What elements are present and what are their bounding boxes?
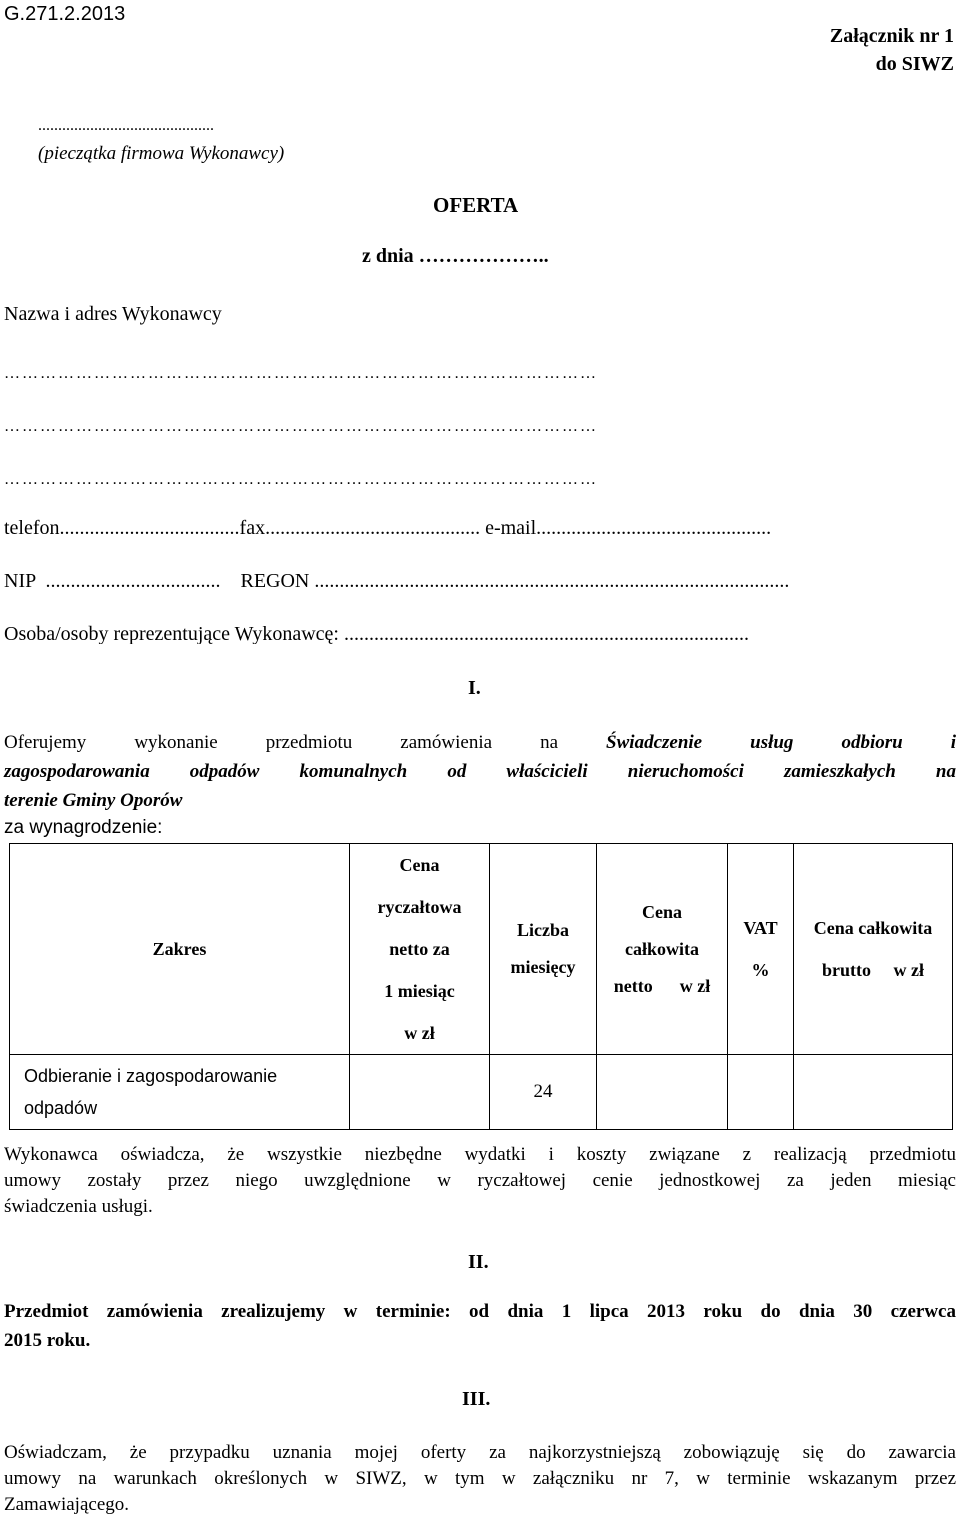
contractor-address-line-2: ……………………………………………………………………………………… (4, 419, 598, 435)
row-gross-total-cell[interactable] (794, 1055, 953, 1130)
stamp-placeholder-dots: ............................................ (38, 117, 214, 134)
term-line-1: Przedmiot zamówienia zrealizujemy w terminie: od dnia 1 lipca 2013 roku do dnia 30 czerwca (4, 1301, 956, 1322)
price-table-header-row (10, 844, 953, 1055)
column-header-lump-sum-price (350, 844, 490, 1055)
contractor-name-label: Nazwa i adres Wykonawcy (4, 303, 222, 325)
annex-label-line1: Załącznik nr 1 (829, 25, 954, 47)
column-header-months (490, 844, 597, 1055)
row-net-total-cell[interactable] (597, 1055, 728, 1130)
offer-line-4: za wynagrodzenie: (4, 817, 163, 838)
statement-line-2: umowy na warunkach określonych w SIWZ, w tym w załączniku nr 7, w terminie wskazanym przez (4, 1468, 956, 1489)
lump-sum-header-line-3: netto za (389, 939, 450, 959)
vat-header-line-2: % (751, 960, 770, 980)
months-header-line-2: miesięcy (510, 957, 576, 977)
price-table-row (10, 1055, 953, 1130)
column-header-zakres: Zakres (10, 844, 350, 1055)
nip-regon-line: NIP ................................... REGON ............................................................................................... (4, 571, 790, 591)
price-table (9, 843, 953, 1130)
declaration-line-1: Wykonawca oświadcza, że wszystkie niezbędne wydatki i koszty związane z realizacją przedmiotu (4, 1144, 956, 1165)
document-reference: G.271.2.2013 (4, 3, 126, 25)
lump-sum-header-line-1: Cena (399, 855, 440, 875)
row-zakres-line-2: odpadów (24, 1098, 98, 1118)
net-total-header-line-3: netto w zł (613, 975, 711, 996)
offer-line-2: zagospodarowania odpadów komunalnych od właścicieli nieruchomości zamieszkałych na (4, 761, 956, 782)
annex-label-line2: do SIWZ (875, 53, 954, 75)
offer-line-3: terenie Gminy Oporów (4, 790, 183, 811)
months-header-line-1: Liczba (517, 920, 569, 940)
document-title: OFERTA (433, 193, 519, 217)
declaration-line-3: świadczenia usługi. (4, 1196, 153, 1217)
gross-total-header-line-2: brutto w zł (822, 960, 924, 980)
row-months-cell: 24 (490, 1055, 597, 1130)
stamp-label: (pieczątka firmowa Wykonawcy) (38, 143, 285, 164)
net-total-header-line-1: Cena (642, 901, 682, 922)
term-line-2: 2015 roku. (4, 1330, 91, 1351)
row-vat-cell[interactable] (728, 1055, 794, 1130)
section-3-number: III. (462, 1388, 491, 1410)
gross-total-header-line-1: Cena całkowita (813, 918, 933, 938)
row-lump-sum-price-cell[interactable] (350, 1055, 490, 1130)
column-header-vat (728, 844, 794, 1055)
offer-line-1-text: Oferujemy wykonanie przedmiotu zamówienia na (4, 732, 559, 753)
offer-date-line: z dnia ……………….. (362, 245, 549, 267)
row-zakres-cell (10, 1055, 350, 1130)
contact-line: telefon....................................fax........................................... e-mail............................................... (4, 518, 772, 538)
lump-sum-header-line-4: 1 miesiąc (384, 981, 455, 1001)
column-header-net-total (597, 844, 728, 1055)
statement-line-3: Zamawiającego. (4, 1494, 130, 1515)
contractor-address-line-1: ……………………………………………………………………………………… (4, 366, 598, 382)
section-1-number: I. (468, 677, 481, 699)
net-total-header-line-2: całkowita (625, 938, 699, 959)
vat-header-line-1: VAT (743, 918, 778, 938)
declaration-line-2: umowy zostały przez niego uwzględnione w ryczałtowej cenie jednostkowej za jeden miesiąc (4, 1170, 956, 1191)
offer-line-1-subject: Świadczenie usług odbioru i (606, 732, 956, 753)
lump-sum-header-line-2: ryczałtowa (377, 897, 462, 917)
column-header-gross-total (794, 844, 953, 1055)
statement-line-1: Oświadczam, że przypadku uznania mojej oferty za najkorzystniejszą zobowiązuję się do zawarcia (4, 1442, 956, 1463)
row-zakres-line-1: Odbieranie i zagospodarowanie (24, 1066, 278, 1086)
lump-sum-header-line-5: w zł (404, 1023, 435, 1043)
contractor-address-line-3: ……………………………………………………………………………………… (4, 472, 598, 488)
offer-line-1 (4, 733, 956, 752)
representatives-line: Osoba/osoby reprezentujące Wykonawcę: ................................................................................. (4, 624, 749, 644)
section-2-number: II. (468, 1251, 489, 1273)
